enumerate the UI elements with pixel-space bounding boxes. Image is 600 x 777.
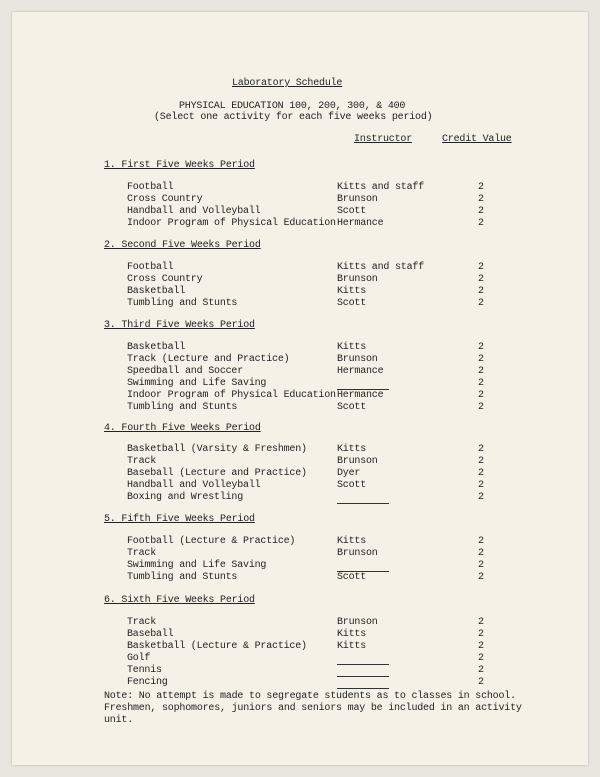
credit-value: 2 xyxy=(478,653,484,664)
activity-name: Football (Lecture & Practice) xyxy=(127,536,296,547)
activity-name: Baseball (Lecture and Practice) xyxy=(127,468,307,479)
instructor-name: Hermance xyxy=(337,218,384,229)
activity-name: Track xyxy=(127,548,157,559)
credit-value: 2 xyxy=(478,262,484,273)
instructor-name: Scott xyxy=(337,298,367,309)
period-title: 3. Third Five Weeks Period xyxy=(104,320,255,331)
activity-name: Track (Lecture and Practice) xyxy=(127,354,290,365)
instructor-name: Kitts xyxy=(337,641,367,652)
credit-value: 2 xyxy=(478,390,484,401)
instructor-blank-line xyxy=(337,688,389,689)
instructor-blank-line xyxy=(337,571,389,572)
note-line-2: Freshmen, sophomores, juniors and seniors may be included in an activity xyxy=(104,703,522,714)
activity-name: Tumbling and Stunts xyxy=(127,402,238,413)
credit-value: 2 xyxy=(478,402,484,413)
course-heading: PHYSICAL EDUCATION 100, 200, 300, & 400 xyxy=(179,101,406,112)
credit-value: 2 xyxy=(478,572,484,583)
credit-value: 2 xyxy=(478,560,484,571)
instructor-name: Scott xyxy=(337,206,367,217)
instructor-name: Brunson xyxy=(337,354,378,365)
instructor-name: Kitts xyxy=(337,342,367,353)
activity-name: Speedball and Soccer xyxy=(127,366,244,377)
credit-value: 2 xyxy=(478,206,484,217)
instructor-name: Kitts xyxy=(337,286,367,297)
instructor-blank-line xyxy=(337,503,389,504)
instructor-name: Hermance xyxy=(337,390,384,401)
instructor-name: Scott xyxy=(337,402,367,413)
activity-name: Track xyxy=(127,617,157,628)
credit-value: 2 xyxy=(478,366,484,377)
credit-value: 2 xyxy=(478,456,484,467)
instruction-text: (Select one activity for each five weeks period) xyxy=(154,112,433,123)
credit-value: 2 xyxy=(478,194,484,205)
instructor-name: Dyer xyxy=(337,468,361,479)
credit-value: 2 xyxy=(478,444,484,455)
activity-name: Baseball xyxy=(127,629,174,640)
activity-name: Tennis xyxy=(127,665,162,676)
instructor-blank-line xyxy=(337,389,389,390)
credit-value: 2 xyxy=(478,641,484,652)
instructor-name: Brunson xyxy=(337,274,378,285)
credit-value: 2 xyxy=(478,342,484,353)
activity-name: Indoor Program of Physical Education xyxy=(127,390,336,401)
activity-name: Basketball (Lecture & Practice) xyxy=(127,641,307,652)
activity-name: Basketball xyxy=(127,342,186,353)
instructor-name: Kitts xyxy=(337,536,367,547)
activity-name: Cross Country xyxy=(127,274,203,285)
activity-name: Indoor Program of Physical Education xyxy=(127,218,336,229)
activity-name: Track xyxy=(127,456,157,467)
activity-name: Swimming and Life Saving xyxy=(127,560,267,571)
instructor-name: Brunson xyxy=(337,194,378,205)
period-title: 4. Fourth Five Weeks Period xyxy=(104,423,261,434)
instructor-name: Kitts xyxy=(337,444,367,455)
document-page xyxy=(12,12,588,765)
note-line-1: Note: No attempt is made to segregate students as to classes in school. xyxy=(104,691,516,702)
credit-value: 2 xyxy=(478,354,484,365)
period-title: 2. Second Five Weeks Period xyxy=(104,240,261,251)
instructor-name: Brunson xyxy=(337,456,378,467)
credit-value: 2 xyxy=(478,298,484,309)
document-title: Laboratory Schedule xyxy=(232,78,343,89)
credit-value: 2 xyxy=(478,286,484,297)
credit-value: 2 xyxy=(478,274,484,285)
credit-value: 2 xyxy=(478,378,484,389)
credit-value: 2 xyxy=(478,492,484,503)
instructor-name: Kitts and staff xyxy=(337,262,425,273)
activity-name: Tumbling and Stunts xyxy=(127,572,238,583)
credit-value: 2 xyxy=(478,548,484,559)
activity-name: Tumbling and Stunts xyxy=(127,298,238,309)
credit-value: 2 xyxy=(478,480,484,491)
instructor-blank-line xyxy=(337,664,389,665)
instructor-name: Hermance xyxy=(337,366,384,377)
activity-name: Basketball xyxy=(127,286,186,297)
instructor-name: Kitts and staff xyxy=(337,182,425,193)
instructor-name: Scott xyxy=(337,572,367,583)
activity-name: Fencing xyxy=(127,677,168,688)
activity-name: Golf xyxy=(127,653,151,664)
credit-column-header: Credit Value xyxy=(442,134,512,145)
credit-value: 2 xyxy=(478,665,484,676)
period-title: 1. First Five Weeks Period xyxy=(104,160,255,171)
instructor-name: Scott xyxy=(337,480,367,491)
period-title: 5. Fifth Five Weeks Period xyxy=(104,514,255,525)
activity-name: Swimming and Life Saving xyxy=(127,378,267,389)
activity-name: Handball and Volleyball xyxy=(127,480,261,491)
credit-value: 2 xyxy=(478,677,484,688)
activity-name: Boxing and Wrestling xyxy=(127,492,244,503)
period-title: 6. Sixth Five Weeks Period xyxy=(104,595,255,606)
activity-name: Handball and Volleyball xyxy=(127,206,261,217)
credit-value: 2 xyxy=(478,617,484,628)
credit-value: 2 xyxy=(478,218,484,229)
credit-value: 2 xyxy=(478,629,484,640)
activity-name: Football xyxy=(127,262,174,273)
instructor-name: Kitts xyxy=(337,629,367,640)
instructor-name: Brunson xyxy=(337,617,378,628)
activity-name: Cross Country xyxy=(127,194,203,205)
credit-value: 2 xyxy=(478,468,484,479)
instructor-blank-line xyxy=(337,676,389,677)
instructor-name: Brunson xyxy=(337,548,378,559)
activity-name: Basketball (Varsity & Freshmen) xyxy=(127,444,307,455)
credit-value: 2 xyxy=(478,536,484,547)
credit-value: 2 xyxy=(478,182,484,193)
note-line-3: unit. xyxy=(104,715,134,726)
instructor-column-header: Instructor xyxy=(354,134,413,145)
activity-name: Football xyxy=(127,182,174,193)
